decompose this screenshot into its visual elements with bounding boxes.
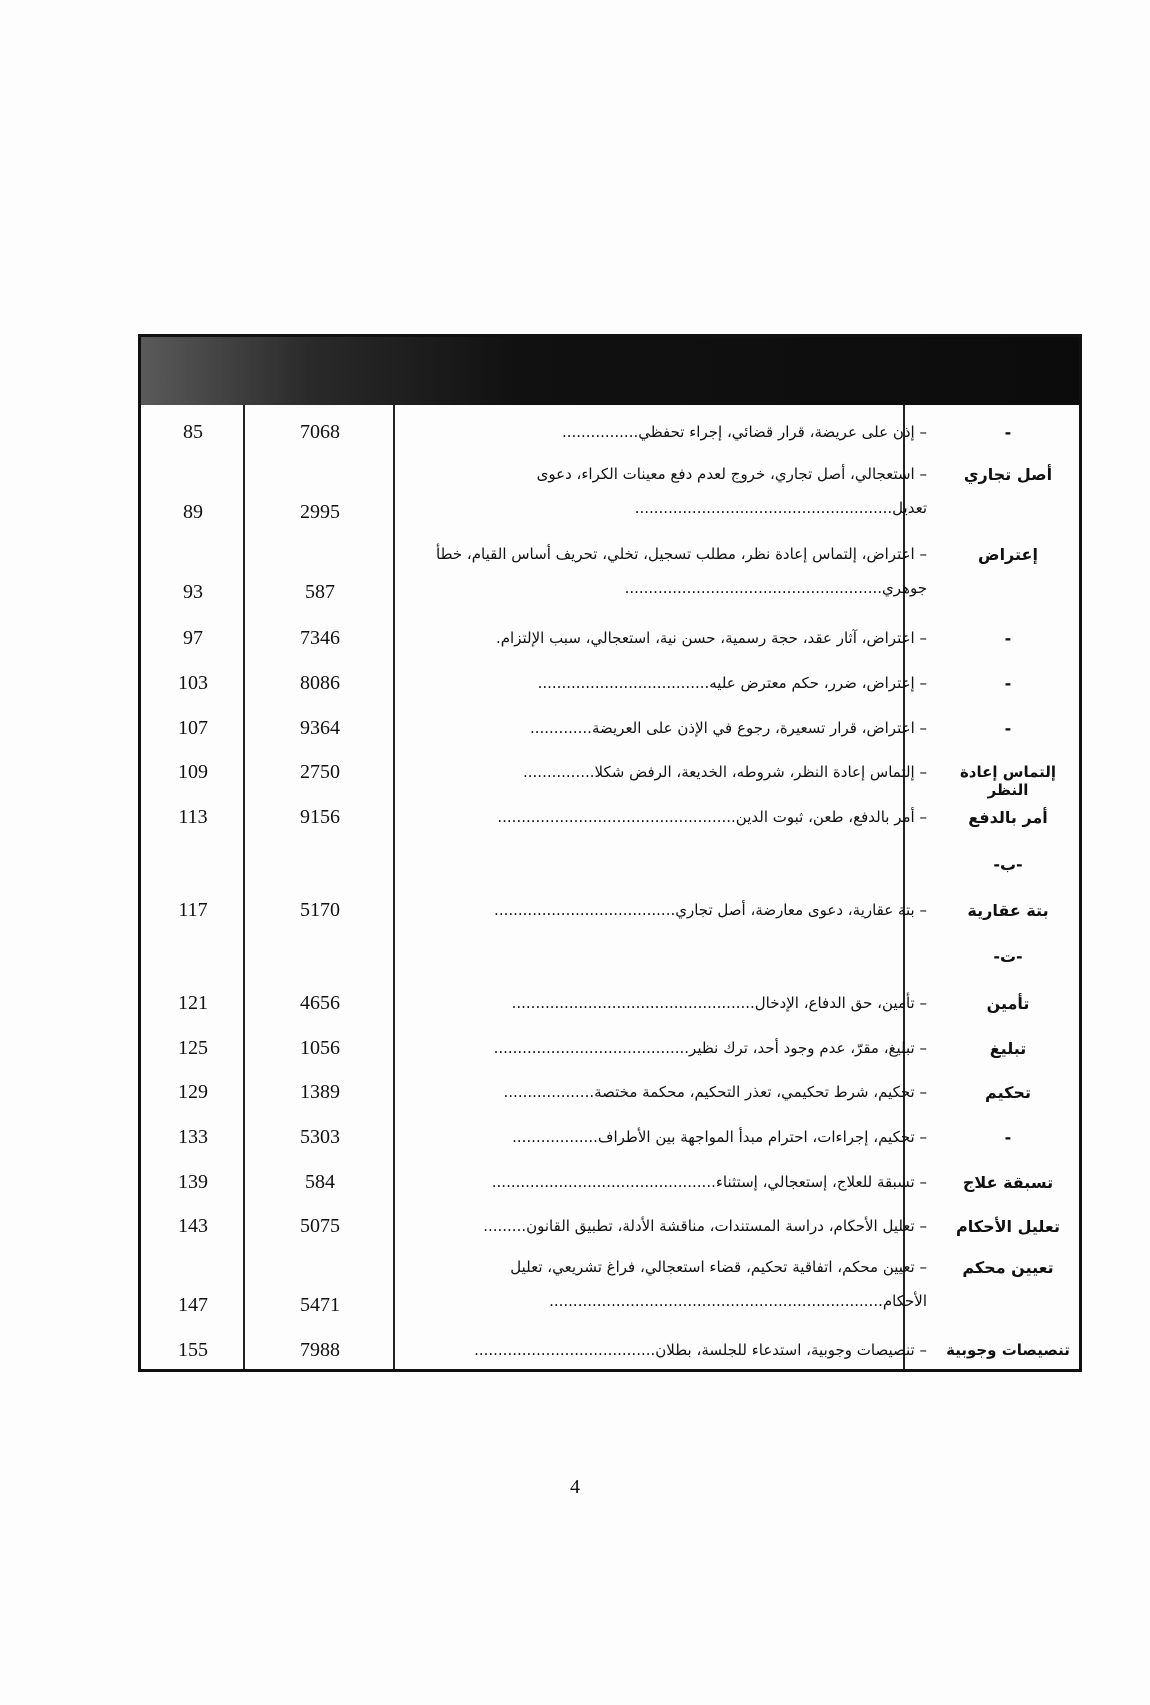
page-cell: 129 — [178, 1081, 208, 1103]
number-cell: 5303 — [300, 1126, 340, 1148]
page-cell: 107 — [178, 717, 208, 739]
description-cell: – إلتماس إعادة النظر، شروطه، الخديعة، الرفض شكلا............... — [523, 763, 927, 781]
keyword-cell: أصل تجاري — [963, 465, 1053, 484]
table-row — [141, 796, 1079, 840]
description-cell: – تحكيم، إجراءات، احترام مبدأ المواجهة بين الأطراف.................. — [512, 1128, 927, 1146]
description-cell: – تبليغ، مقرّ، عدم وجود أحد، ترك نظير......................................... — [493, 1039, 927, 1057]
number-cell: 5471 — [300, 1294, 340, 1316]
page-cell: 155 — [178, 1339, 208, 1361]
number-cell: 7988 — [300, 1339, 340, 1361]
number-cell: 587 — [305, 581, 335, 603]
page-cell: 117 — [178, 899, 208, 921]
table-row — [141, 1250, 1079, 1328]
keyword-cell: تعليل الأحكام — [956, 1217, 1060, 1236]
description-cell: – اعتراض، إلتماس إعادة نظر، مطلب تسجيل، تخلي، تحريف أساس القيام، خطأ جوهري...................................................... — [436, 545, 927, 597]
keyword-cell: - — [1004, 1128, 1012, 1147]
table-row — [141, 1027, 1079, 1071]
description-cell: – إذن على عريضة، قرار قضائي، إجراء تحفظي................ — [561, 423, 927, 441]
page-cell: 97 — [183, 627, 203, 649]
number-cell: 8086 — [300, 672, 340, 694]
table-row — [141, 1205, 1079, 1249]
page-number: 4 — [570, 1476, 580, 1498]
table-row — [141, 1329, 1079, 1373]
description-cell: – تسبقة للعلاج، إستعجالي، إستثناء............................................... — [491, 1173, 927, 1191]
keyword-cell: تنصيصات وجوبية — [946, 1341, 1070, 1359]
table-row — [141, 537, 1079, 615]
page-cell: 93 — [183, 581, 203, 603]
keyword-cell: - — [1004, 674, 1012, 693]
page-cell: 125 — [178, 1037, 208, 1059]
page-cell: 103 — [178, 672, 208, 694]
section-letter-row — [141, 937, 1079, 977]
description-cell: – استعجالي، أصل تجاري، خروج لعدم دفع معينات الكراء، دعوى تعديل...................................................... — [536, 465, 927, 517]
keyword-cell: إعتراض — [978, 545, 1038, 564]
keyword-cell: تحكيم — [985, 1083, 1031, 1102]
table-body — [141, 405, 1079, 1369]
page-cell: 85 — [183, 421, 203, 443]
table-row — [141, 707, 1079, 751]
keyword-cell: بتة عقارية — [967, 901, 1049, 920]
keyword-cell: تسبقة علاج — [962, 1173, 1054, 1192]
table-row — [141, 1161, 1079, 1205]
number-cell: 584 — [305, 1171, 335, 1193]
keyword-cell: أمر بالدفع — [968, 808, 1048, 827]
description-cell: – أمر بالدفع، طعن، ثبوت الدين.................................................. — [497, 808, 927, 826]
section-letter: -ت- — [993, 947, 1023, 966]
keyword-cell: تبليغ — [989, 1039, 1027, 1058]
number-cell: 9364 — [300, 717, 340, 739]
table-row — [141, 662, 1079, 706]
section-letter: -ب- — [993, 855, 1023, 874]
table-row — [141, 982, 1079, 1026]
table-row — [141, 411, 1079, 455]
keyword-cell: - — [1004, 629, 1012, 648]
description-cell: – إعتراض، ضرر، حكم معترض عليه.................................... — [537, 674, 927, 692]
table-row — [141, 889, 1079, 933]
page-cell: 109 — [178, 761, 208, 783]
keyword-cell: إلتماس إعادة النظر — [959, 763, 1057, 799]
number-cell: 2995 — [300, 501, 340, 523]
description-cell: – تحكيم، شرط تحكيمي، تعذر التحكيم، محكمة مختصة................... — [503, 1083, 927, 1101]
table-row — [141, 1071, 1079, 1115]
number-cell: 9156 — [300, 806, 340, 828]
number-cell: 7346 — [300, 627, 340, 649]
table-row — [141, 457, 1079, 533]
page-cell: 139 — [178, 1171, 208, 1193]
page-cell: 89 — [183, 501, 203, 523]
table-row — [141, 751, 1079, 799]
description-cell: – اعتراض، قرار تسعيرة، رجوع في الإذن على العريضة............. — [529, 719, 927, 737]
keyword-cell: - — [1004, 719, 1012, 738]
description-cell: – تنصيصات وجوبية، استدعاء للجلسة، بطلان...................................... — [474, 1341, 927, 1359]
page-cell: 133 — [178, 1126, 208, 1148]
number-cell: 4656 — [300, 992, 340, 1014]
description-cell: – تعيين محكم، اتفاقية تحكيم، قضاء استعجالي، فراغ تشريعي، تعليل الأحكام...................................................................... — [510, 1258, 927, 1310]
number-cell: 5075 — [300, 1215, 340, 1237]
number-cell: 1389 — [300, 1081, 340, 1103]
keyword-cell: - — [1004, 423, 1012, 442]
page-cell: 147 — [178, 1294, 208, 1316]
description-cell: – تعليل الأحكام، دراسة المستندات، مناقشة الأدلة، تطبيق القانون......... — [483, 1217, 927, 1235]
description-cell: – اعتراض، آثار عقد، حجة رسمية، حسن نية، استعجالي، سبب الإلتزام. — [495, 629, 927, 647]
number-cell: 7068 — [300, 421, 340, 443]
number-cell: 5170 — [300, 899, 340, 921]
number-cell: 2750 — [300, 761, 340, 783]
keyword-cell: تعيين محكم — [962, 1258, 1054, 1277]
description-cell: – بتة عقارية، دعوى معارضة، أصل تجاري...................................... — [494, 901, 927, 919]
table-header-bar — [141, 337, 1079, 405]
description-cell: – تأمين، حق الدفاع، الإدخال................................................... — [511, 994, 927, 1012]
keyword-cell: تأمين — [986, 994, 1030, 1013]
page-cell: 143 — [178, 1215, 208, 1237]
number-cell: 1056 — [300, 1037, 340, 1059]
page-cell: 113 — [178, 806, 208, 828]
section-letter-row — [141, 845, 1079, 885]
page-cell: 121 — [178, 992, 208, 1014]
table-row — [141, 1116, 1079, 1160]
table-row — [141, 617, 1079, 661]
index-table — [138, 334, 1082, 1372]
